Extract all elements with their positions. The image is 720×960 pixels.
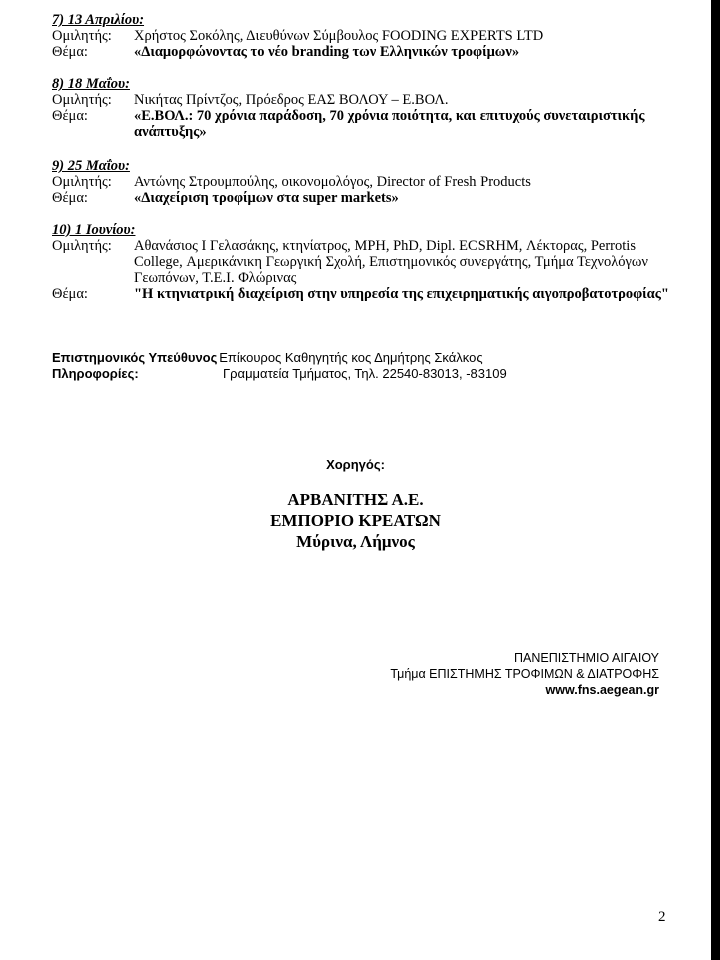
topic-row bbox=[52, 108, 672, 140]
speaker-row bbox=[52, 92, 672, 108]
speaker-name: Νικήτας Πρίντζος, Πρόεδρος ΕΑΣ ΒΟΛΟΥ – Ε.ΒΟΛ. bbox=[134, 92, 449, 108]
lecture-date-heading: 9) 25 Μαΐου: bbox=[52, 158, 130, 174]
responsible-label: Επιστημονικός Υπεύθυνος bbox=[52, 350, 218, 365]
lecture-item bbox=[52, 76, 672, 140]
contact-info-block bbox=[52, 350, 507, 382]
sponsor-company: ΑΡΒΑΝΙΤΗΣ Α.Ε. bbox=[287, 490, 424, 509]
page-number: 2 bbox=[658, 909, 666, 925]
topic-row bbox=[52, 190, 672, 206]
topic-label: Θέμα: bbox=[52, 286, 88, 302]
topic-title: «Διαχείριση τροφίμων στα super markets» bbox=[134, 190, 399, 206]
lecture-date-heading: 7) 13 Απριλίου: bbox=[52, 12, 145, 28]
responsible-value: : Επίκουρος Καθηγητής κος Δημήτρης Σκάλκος bbox=[212, 350, 483, 365]
speaker-label: Ομιλητής: bbox=[52, 174, 112, 190]
speaker-label: Ομιλητής: bbox=[52, 238, 112, 254]
speaker-name: Χρήστος Σοκόλης, Διευθύνων Σύμβουλος FOODING EXPERTS LTD bbox=[134, 28, 544, 44]
contact-row bbox=[52, 366, 507, 382]
contact-label: Πληροφορίες: bbox=[52, 366, 139, 381]
topic-label: Θέμα: bbox=[52, 190, 88, 206]
lecture-date-heading: 10) 1 Ιουνίου: bbox=[52, 222, 136, 238]
topic-row bbox=[52, 44, 672, 60]
topic-label: Θέμα: bbox=[52, 44, 88, 60]
speaker-label: Ομιλητής: bbox=[52, 92, 112, 108]
speaker-label: Ομιλητής: bbox=[52, 28, 112, 44]
topic-label: Θέμα: bbox=[52, 108, 88, 124]
topic-title: «Διαμορφώνοντας το νέο branding των Ελληνικών τροφίμων» bbox=[134, 44, 520, 60]
university-block bbox=[390, 650, 659, 698]
topic-row bbox=[52, 286, 672, 302]
page-edge-border bbox=[711, 0, 720, 960]
sponsor-label: Χορηγός: bbox=[326, 457, 385, 472]
lecture-item bbox=[52, 158, 672, 206]
lecture-date-heading: 8) 18 Μαΐου: bbox=[52, 76, 130, 92]
speaker-name: Αθανάσιος Ι Γελασάκης, κτηνίατρος, MPH, PhD, Dipl. ECSRHM, Λέκτορας, Perrotis College, Αμερικάνικη Γεωργική Σχολή, Επιστημονικός συνεργάτης, Τμήμα Τεχνολόγων Γεωπόνων, Τ.Ε.Ι. Φλώρινας bbox=[134, 238, 648, 286]
sponsor-block bbox=[0, 489, 711, 552]
university-name: ΠΑΝΕΠΙΣΤΗΜΙΟ ΑΙΓΑΙΟΥ bbox=[513, 651, 659, 665]
speaker-row bbox=[52, 174, 672, 190]
department-name: Τμήμα ΕΠΙΣΤΗΜΗΣ ΤΡΟΦΙΜΩΝ & ΔΙΑΤΡΟΦΗΣ bbox=[390, 667, 659, 681]
website-link[interactable]: www.fns.aegean.gr bbox=[545, 683, 659, 697]
lecture-item bbox=[52, 222, 672, 302]
sponsor-business: ΕΜΠΟΡΙΟ ΚΡΕΑΤΩΝ bbox=[270, 511, 441, 530]
topic-title: «Ε.ΒΟΛ.: 70 χρόνια παράδοση, 70 χρόνια ποιότητα, και επιτυχούς συνεταιριστικής ανάπτυξης» bbox=[134, 108, 645, 140]
sponsor-location: Μύρινα, Λήμνος bbox=[296, 532, 415, 551]
speaker-name: Αντώνης Στρουμπούλης, οικονομολόγος, Director of Fresh Products bbox=[134, 174, 531, 190]
speaker-row bbox=[52, 28, 672, 44]
responsible-row bbox=[52, 350, 507, 366]
lecture-item bbox=[52, 12, 672, 60]
topic-title: "Η κτηνιατρική διαχείριση στην υπηρεσία της επιχειρηματικής αιγοπροβατοτροφίας" bbox=[134, 286, 669, 302]
contact-value: Γραμματεία Τμήματος, Τηλ. 22540-83013, -83109 bbox=[223, 366, 507, 381]
speaker-row bbox=[52, 238, 672, 286]
